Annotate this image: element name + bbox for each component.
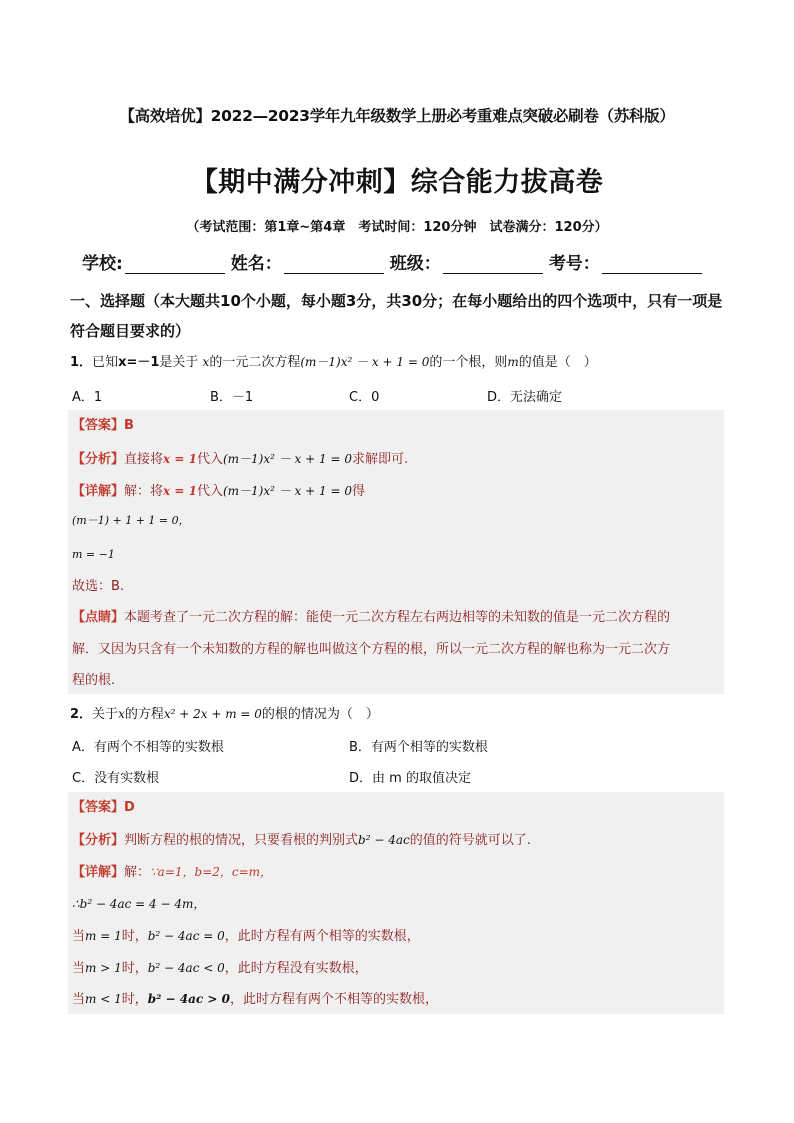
name-blank[interactable] — [284, 255, 384, 274]
name-label: 姓名： — [230, 254, 282, 274]
q1-comment-1 — [72, 608, 722, 628]
text: 的方程 — [124, 707, 164, 722]
text: 直接将 — [124, 452, 164, 467]
school-blank[interactable] — [125, 255, 225, 274]
text: 时， — [121, 929, 148, 944]
q1-option-d[interactable]: D．无法确定 — [487, 390, 563, 405]
analysis-tag: 【分析】 — [72, 452, 125, 467]
student-info-fields — [82, 248, 722, 274]
text: 判断方程的根的情况，只要看根的判别式 — [124, 833, 359, 848]
name-field[interactable] — [231, 248, 384, 274]
series-title: 【高效培优】2022—2023学年九年级数学上册必考重难点突破必刷卷（苏科版） — [119, 107, 675, 125]
math-equation: (m－1)x² － x + 1 = 0 — [222, 484, 352, 498]
math-expr: x = 1 — [163, 484, 197, 498]
text: 代入 — [196, 484, 223, 499]
math-expr: m = 1 — [85, 929, 122, 943]
text: 时， — [121, 992, 148, 1007]
q1-step-2: m = −1 — [72, 548, 115, 561]
answer-tag: 【答案】 — [72, 800, 125, 815]
question-2-stem — [70, 704, 379, 725]
question-number: 2． — [70, 707, 93, 722]
comment-tag: 【点睛】 — [72, 610, 125, 625]
text: ，此时方程没有实数根， — [224, 961, 368, 976]
text: 得 — [351, 484, 365, 499]
q1-option-a[interactable]: A．1 — [72, 390, 103, 405]
q2-step-1: ∴b² − 4ac = 4 − 4m， — [72, 897, 206, 911]
math-expr: b² − 4ac = 0 — [147, 929, 225, 943]
math-equation: b² − 4ac — [358, 833, 410, 847]
math-equation: x² + 2x + m = 0 — [163, 707, 262, 721]
math-equation: (m－1)x² － x + 1 = 0 — [300, 355, 430, 369]
math-var: x — [118, 707, 125, 721]
class-field[interactable] — [390, 248, 543, 274]
text: 的一个根，则 — [429, 355, 508, 370]
q2-case-1 — [72, 926, 722, 947]
text: 的值是（ ） — [518, 355, 597, 370]
detail-tag: 【详解】 — [72, 865, 125, 880]
math-equation: (m－1)x² － x + 1 = 0 — [222, 452, 352, 466]
text: 本题考查了一元二次方程的解：能使一元二次方程左右两边相等的未知数的值是一元二次方程的 — [124, 610, 671, 625]
question-1-stem — [70, 352, 597, 373]
q2-option-c[interactable]: C．没有实数根 — [72, 771, 160, 786]
q1-comment-2: 解．又因为只含有一个未知数的方程的解也叫做这个方程的根，所以一元二次方程的解也称为一元二次方 — [72, 642, 671, 657]
q2-case-2 — [72, 958, 722, 979]
text: ，此时方程有两个相等的实数根， — [224, 929, 420, 944]
class-label: 班级： — [389, 254, 441, 274]
q1-option-c[interactable]: C．0 — [349, 390, 380, 405]
number-label: 考号： — [548, 254, 600, 274]
math-expr: b² − 4ac < 0 — [147, 961, 225, 975]
question-number: 1． — [70, 355, 93, 370]
q1-answer — [72, 416, 722, 436]
q2-case-3 — [72, 989, 722, 1010]
math-expr: m > 1 — [85, 961, 122, 975]
number-blank[interactable] — [602, 255, 702, 274]
q1-choose: 故选：B. — [72, 579, 125, 594]
text: 当 — [72, 929, 86, 944]
text: 的值的符号就可以了. — [409, 833, 531, 848]
q2-option-d[interactable]: D．由 m 的取值决定 — [349, 771, 471, 786]
main-title: 【期中满分冲刺】综合能力拔高卷 — [190, 167, 604, 198]
q2-option-b[interactable]: B．有两个相等的实数根 — [349, 740, 488, 755]
text: 是关于 — [159, 355, 199, 370]
exam-info: （考试范围：第1章~第4章 考试时间：120分钟 试卷满分：120分） — [186, 220, 608, 235]
school-field[interactable] — [82, 248, 225, 274]
text: 当 — [72, 961, 86, 976]
math-expr: m < 1 — [85, 992, 122, 1006]
q1-step-1: (m－1) + 1 + 1 = 0， — [72, 514, 190, 527]
q2-answer — [72, 798, 722, 818]
q2-detail — [72, 862, 722, 883]
answer-value: D — [124, 800, 135, 815]
q2-analysis — [72, 830, 722, 851]
math-expr: x=－1 — [118, 355, 160, 370]
text: 时， — [121, 961, 148, 976]
text: 当 — [72, 992, 86, 1007]
q1-detail — [72, 481, 722, 502]
answer-value: B — [124, 418, 134, 433]
analysis-tag: 【分析】 — [72, 833, 125, 848]
text: 的根的情况为（ ） — [261, 707, 379, 722]
q1-option-b[interactable]: B．－1 — [210, 390, 254, 405]
section-heading: 一、选择题（本大题共10个小题，每小题3分，共30分；在每小题给出的四个选项中，只有一项是符合题目要求的） — [70, 292, 723, 340]
text: 已知 — [92, 355, 119, 370]
text: 求解即可. — [351, 452, 409, 467]
math-expr: ∵a=1，b=2，c=m， — [150, 865, 273, 879]
math-expr: x = 1 — [163, 452, 197, 466]
text: 代入 — [196, 452, 223, 467]
text: ，此时方程有两个不相等的实数根， — [229, 992, 438, 1007]
q1-analysis — [72, 449, 722, 470]
text: 关于 — [92, 707, 119, 722]
text: 解：将 — [124, 484, 164, 499]
text: 解： — [124, 865, 151, 880]
school-label: 学校: — [82, 254, 123, 274]
math-var: m — [507, 355, 519, 369]
q2-option-a[interactable]: A．有两个不相等的实数根 — [72, 740, 224, 755]
answer-tag: 【答案】 — [72, 418, 125, 433]
math-expr: b² − 4ac > 0 — [147, 992, 230, 1006]
q1-comment-3: 程的根. — [72, 673, 116, 688]
math-var: x — [202, 355, 210, 369]
text: 的一元二次方程 — [209, 355, 301, 370]
number-field[interactable] — [549, 248, 702, 274]
detail-tag: 【详解】 — [72, 484, 125, 499]
class-blank[interactable] — [443, 255, 543, 274]
